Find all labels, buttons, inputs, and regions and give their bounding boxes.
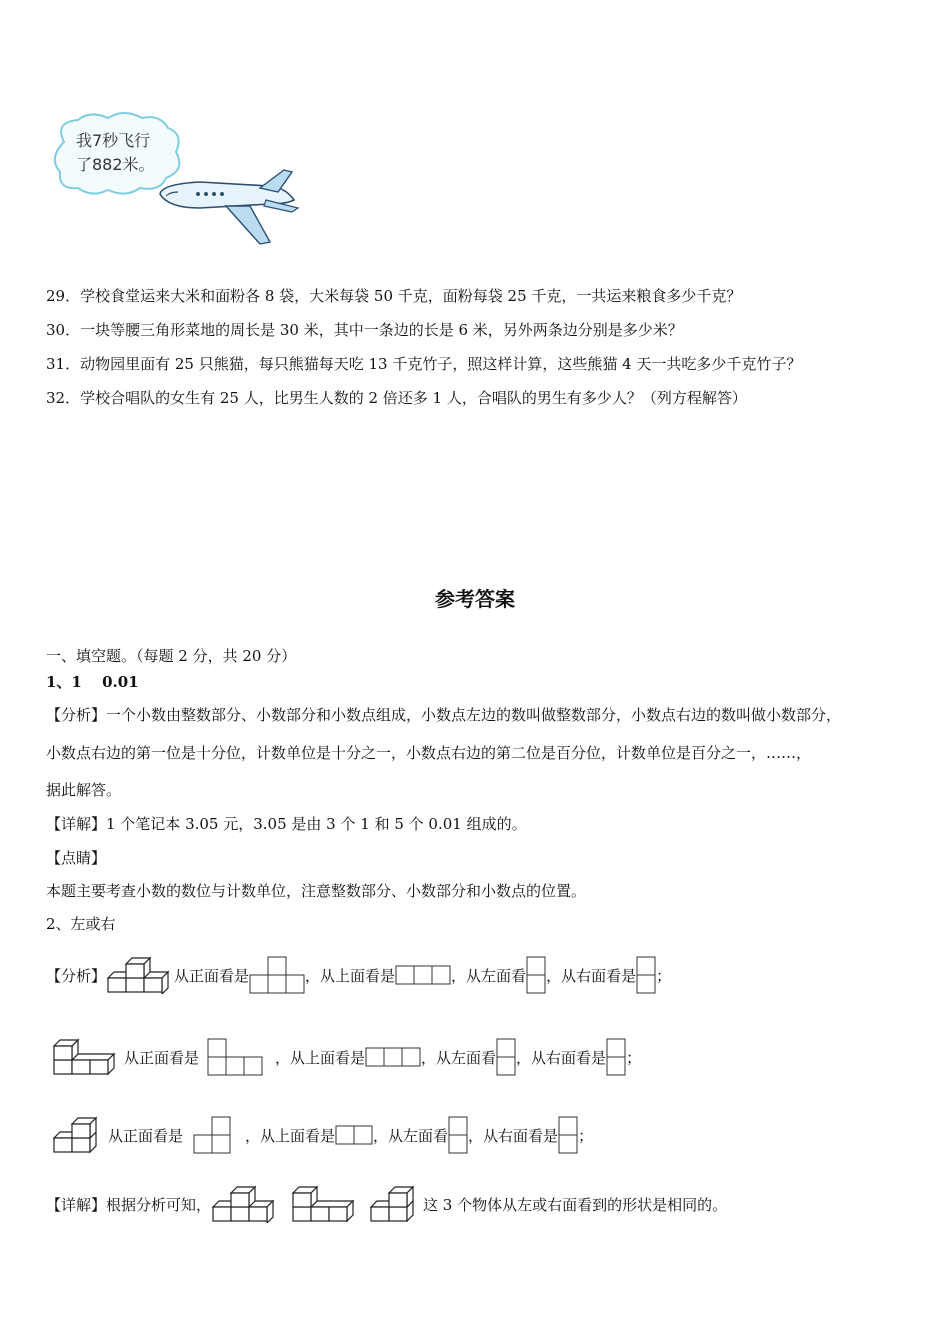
- top-view-grid: [365, 1047, 421, 1067]
- right-view-grid: [636, 956, 656, 994]
- question-32: 32．学校合唱队的女生有 25 人，比男生人数的 2 倍还多 1 人，合唱队的男生有多少人？（列方程解答）: [46, 389, 747, 407]
- shape-a-3d-icon: [106, 956, 174, 994]
- front-view-label: 从正面看是: [174, 966, 250, 985]
- shape-a-3d-icon: [211, 1185, 279, 1223]
- front-view-grid: [207, 1038, 263, 1076]
- analysis-label: 【分析】: [46, 966, 107, 985]
- front-view-grid: [193, 1116, 231, 1154]
- right-view-grid: [606, 1038, 626, 1076]
- view-row-1: [46, 955, 671, 995]
- front-view-label: 从正面看是: [108, 1126, 184, 1145]
- top-view-label: ，从上面看是: [245, 1126, 336, 1145]
- top-view-label: ，从上面看是: [305, 966, 396, 985]
- right-view-grid: [558, 1116, 578, 1154]
- view-row-2: [52, 1037, 641, 1077]
- airplane-illustration: [50, 112, 300, 247]
- answer-1-analysis-line2: 小数点右边的第一位是十分位，计数单位是十分之一，小数点右边的第二位是百分位，计数单位是百分之一，……，: [46, 744, 812, 762]
- shape-b-3d-icon: [291, 1185, 355, 1223]
- row-end: ；: [578, 1126, 594, 1145]
- answer-2: 2、左或右: [46, 915, 116, 933]
- right-view-label: ，从右面看是: [546, 966, 637, 985]
- top-view-label: ，从上面看是: [275, 1048, 366, 1067]
- answer-1-point-label: 【点睛】: [46, 849, 107, 867]
- question-29: 29．学校食堂运来大米和面粉各 8 袋，大米每袋 50 千克，面粉每袋 25 千克，一共运来粮食多少千克？: [46, 287, 742, 305]
- left-view-grid: [496, 1038, 516, 1076]
- detail-row: [46, 1184, 727, 1224]
- left-view-label: ，从左面看: [373, 1126, 449, 1145]
- question-31: 31．动物园里面有 25 只熊猫，每只熊猫每天吃 13 千克竹子，照这样计算，这些熊猫 4 天一共吃多少千克竹子？: [46, 355, 802, 373]
- left-view-grid: [526, 956, 546, 994]
- answer-1-analysis-line3: 据此解答。: [46, 781, 122, 799]
- answers-title: 参考答案: [435, 587, 515, 611]
- row-end: ；: [656, 966, 672, 985]
- front-view-grid: [249, 956, 305, 994]
- speech-bubble: [55, 113, 179, 194]
- bubble-text-line1: 我7秒飞行: [76, 131, 151, 150]
- shape-b-3d-icon: [52, 1038, 116, 1076]
- front-view-label: 从正面看是: [124, 1048, 200, 1067]
- row-end: ；: [626, 1048, 642, 1067]
- top-view-grid: [335, 1125, 373, 1145]
- shape-c-3d-icon: [52, 1116, 98, 1154]
- left-view-label: ，从左面看: [421, 1048, 497, 1067]
- question-30: 30．一块等腰三角形菜地的周长是 30 米，其中一条边的长是 6 米，另外两条边分别是多少米？: [46, 321, 683, 339]
- bubble-text-line2: 了882米。: [76, 155, 155, 174]
- left-view-grid: [448, 1116, 468, 1154]
- left-view-label: ，从左面看: [451, 966, 527, 985]
- answer-1: 1、1 0.01: [46, 673, 139, 691]
- answer-1-detail: 【详解】1 个笔记本 3.05 元，3.05 是由 3 个 1 和 5 个 0.01 组成的。: [46, 815, 527, 833]
- airplane-icon: [160, 170, 298, 244]
- answer-2-detail-text: 这 3 个物体从左或右面看到的形状是相同的。: [423, 1195, 728, 1214]
- shape-c-3d-icon: [369, 1185, 415, 1223]
- top-view-grid: [395, 965, 451, 985]
- right-view-label: ，从右面看是: [516, 1048, 607, 1067]
- answer-2-detail-label: 【详解】根据分析可知，: [46, 1195, 212, 1214]
- answer-1-point: 本题主要考查小数的数位与计数单位，注意整数部分、小数部分和小数点的位置。: [46, 882, 587, 900]
- right-view-label: ，从右面看是: [468, 1126, 559, 1145]
- view-row-3: [52, 1115, 593, 1155]
- section-heading: 一、填空题。（每题 2 分，共 20 分）: [46, 647, 297, 665]
- answer-1-analysis-line1: 【分析】一个小数由整数部分、小数部分和小数点组成，小数点左边的数叫做整数部分，小数点右边的数叫做小数部分，: [46, 706, 842, 724]
